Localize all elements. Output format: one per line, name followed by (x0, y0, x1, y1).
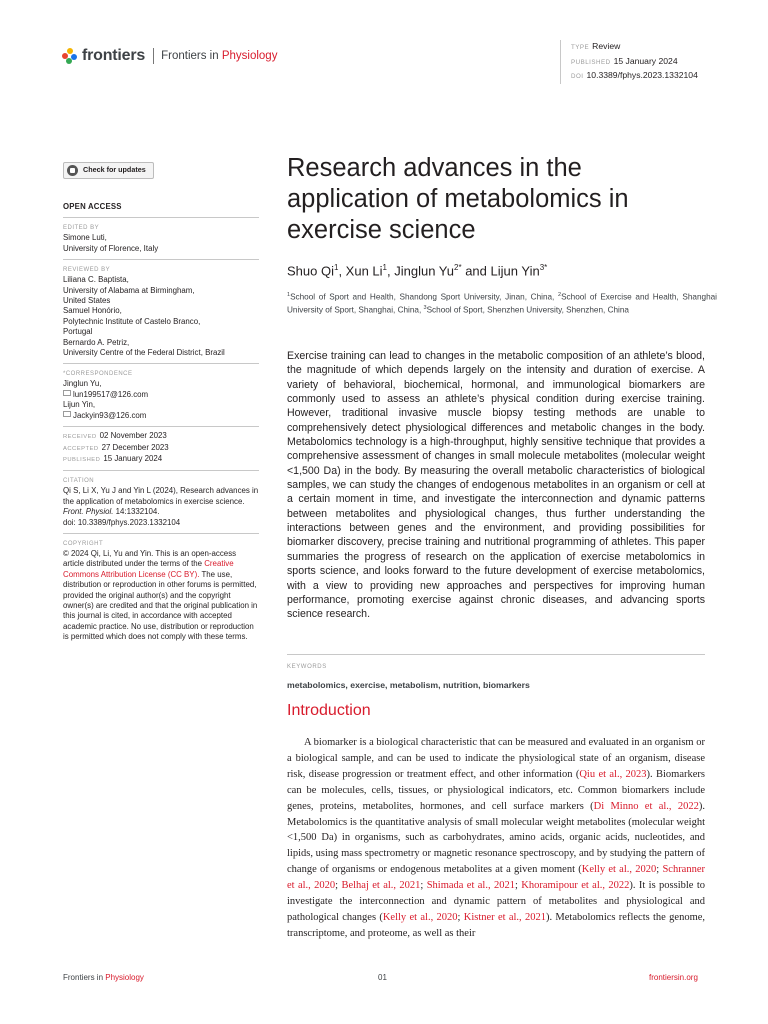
reviewer-line: Samuel Honório, (63, 306, 122, 316)
author-name[interactable]: Xun Li (345, 263, 383, 279)
published-date: 15 January 2024 (103, 453, 163, 463)
logo-divider (153, 48, 154, 64)
meta-type-key: TYPE (571, 44, 590, 51)
reference-link[interactable]: Belhaj et al., 2021 (341, 880, 421, 892)
check-updates-button[interactable] (63, 162, 154, 179)
author-name[interactable]: Lijun Yin (490, 263, 540, 279)
keywords: metabolomics, exercise, metabolism, nutrition, biomarkers (287, 680, 530, 690)
check-updates-label: Check for updates (83, 165, 146, 175)
corr-name: Lijun Yin, (63, 400, 96, 410)
author-sup: 2 (454, 263, 459, 272)
copyright-heading: COPYRIGHT (63, 540, 104, 547)
author-sup: 1 (333, 263, 339, 272)
received-date: 02 November 2023 (99, 431, 167, 441)
reference-link[interactable]: Khoramipour et al., 2022 (521, 880, 630, 892)
correspondence-heading: *CORRESPONDENCE (63, 371, 133, 378)
published-key: PUBLISHED (63, 456, 101, 463)
footer-journal-name: Physiology (105, 973, 144, 982)
footer-journal[interactable] (63, 973, 144, 982)
journal-name[interactable] (161, 50, 277, 62)
corr-name: Jinglun Yu, (63, 379, 102, 389)
body-text: A biomarker is a biological characteristic that can be measured and evaluated in an organism or a biological sample, and can be used to indicate the physiological state of an organism, disease risk, disease progression or treatment effect, and other information (Qiu et al., 2023). Biomarkers can be molecules, cells, tissues, or physiological indicators, etc. Common biomarkers include genes, proteins, metabolites, hormones, and cell surface markers (Di Minno et al., 2022). Metabolomics is the quantitative analysis of small molecular weight metabolites (molecular weight <1,500 Da) in organisms, such as carbohydrates, amino acids, organic acids, nucleotides, and lipids, using mass spectrometry or magnetic resonance spectroscopy, and by studying the pattern of change of organisms or endogenous metabolites at a given moment (Kelly et al., 2020; Schranner et al., 2020; Belhaj et al., 2021; Shimada et al., 2021; Khoramipour et al., 2022). It is possible to investigate the interconnection and dynamic pattern of metabolites and physiological and pathological changes (Kelly et al., 2020; Kistner et al., 2021). Metabolomics reflects the genome, transcriptome, and proteome, as well as their (287, 737, 706, 939)
editor-affiliation: University of Florence, Italy (63, 243, 159, 253)
divider (63, 363, 259, 364)
sidebar (63, 162, 259, 643)
copyright-part: © 2024 Qi, Li, Yu and Yin. This is an open-access article distributed under the terms of the (63, 548, 237, 569)
author-and: and (465, 263, 487, 279)
citation-volume: 14:1332104. (113, 507, 160, 517)
corr-email-link[interactable]: Jackyin93@126.com (73, 410, 147, 420)
frontiers-logo-icon (62, 48, 78, 64)
body-part: ). It is possible to investigate the interconnection and dynamic pattern of metabolites and physiological and pathological changes ( (287, 880, 705, 923)
accepted-date: 27 December 2023 (101, 442, 169, 452)
citation-text (63, 486, 259, 528)
reference-link[interactable]: Di Minno et al., 2022 (593, 800, 699, 812)
copyright-text (63, 549, 259, 643)
edited-by-heading: EDITED BY (63, 225, 100, 232)
meta-type-value: Review (592, 41, 621, 51)
citation-body: Qi S, Li X, Yu J and Yin L (2024), Research advances in the application of metabolomics in exercise science. (63, 486, 259, 506)
reference-link[interactable]: Schranner et al., 2020 (287, 864, 706, 892)
meta-doi-key: DOI (571, 73, 584, 80)
author-sup: 1 (382, 263, 387, 272)
footer-site-link[interactable]: frontiersin.org (649, 973, 698, 982)
reviewer-line: University of Alabama at Birmingham, (63, 285, 195, 295)
accepted-key: ACCEPTED (63, 445, 99, 452)
reviewed-by-heading: REVIEWED BY (63, 267, 111, 274)
abstract: Exercise training can lead to changes in the metabolic composition of an athlete’s blood, the magnitude of which depends largely on the intensity and duration of exercise. A variety of behavioral, biochemical, hormonal, and immunological biomarkers are commonly used to assess an athlete’s physical condition during exercise training. However, traditional invasive muscle biopsy testing methods are unable to comprehensively detect physiological differences and metabolic changes in the body. Metabolomics technology is a high-throughput, highly sensitive technique that provides a comprehensive assessment of changes in small molecule metabolites (molecular weight <1,500 Da) in the body. By measuring the overall metabolic characteristics of biological samples, we can study the changes of endogenous metabolites in an organism or cell at a certain moment in time, and investigate the interconnection and dynamic patterns between metabolites and physiological changes, thus further understanding the interactions between genes and the environment, and providing possibilities for biomarker discovery, precise training and nutritional programming of athletes. This paper summaries the progress of research on the application of exercise metabolomics in sports science, and looks forward to the future development of exercise metabolomics, with a view to providing new approaches and perspectives for improving human performance, promoting exercise against chronic diseases, and advancing sports science research. (287, 350, 705, 621)
check-updates-icon (67, 165, 78, 176)
divider (63, 426, 259, 427)
citation-heading: CITATION (63, 478, 95, 485)
reference-link[interactable]: Kelly et al., 2020 (382, 911, 458, 923)
divider (287, 654, 705, 655)
article-title: Research advances in the application of metabolomics in exercise science (287, 154, 629, 244)
body-part: ). Metabolomics is the quantitative analysis of small molecular weight metabolites (molecular weight <1,500 Da) in organisms, such as carbohydrates, amino acids, organic acids, nucleotides, and lipids, using mass spectrometry or magnetic resonance spectroscopy, and by studying the pattern of change of organisms or endogenous metabolites at a given moment ( (287, 800, 705, 876)
divider (63, 259, 259, 260)
footer-prefix: Frontiers in (63, 973, 106, 982)
reference-link[interactable]: Kelly et al., 2020 (581, 864, 657, 876)
body-part: ). Metabolomics reflects the genome, transcriptome, and proteome, as well as their (287, 911, 706, 939)
journal-title: Physiology (221, 50, 278, 62)
reference-link[interactable]: Kistner et al., 2021 (463, 911, 546, 923)
reviewer-line: Polytechnic Institute of Castelo Branco, (63, 316, 201, 326)
meta-doi-link[interactable]: 10.3389/fphys.2023.1332104 (586, 70, 698, 80)
keywords-heading: KEYWORDS (287, 664, 327, 670)
corr-email-link[interactable]: lun199517@126.com (73, 389, 149, 399)
author-list: Shuo Qi$^1$, Xun Li$^1$, Jinglun $Yu^{2*}$ and Lijun Yin$^{3*}$ (287, 263, 548, 279)
affiliation: School of Exercise and Health, Shanghai University of Sport, Shanghai, China, (287, 292, 718, 315)
affiliation: School of Sport, Shenzhen University, Shenzhen, China (426, 305, 629, 315)
reference-link[interactable]: Qiu et al., 2023 (579, 768, 647, 780)
open-access-label: OPEN ACCESS (63, 202, 122, 211)
editor-name: Simone Luti, (63, 233, 107, 243)
citation-doi[interactable]: doi: 10.3389/fphys.2023.1332104 (63, 517, 181, 527)
reviewer-line: University Centre of the Federal District, Brazil (63, 348, 225, 358)
body-part: A biomarker is a biological characteristic that can be measured and evaluated in an organism or a biological sample, and can be used to indicate the physiological state of an organism, disease risk, disease progression or treatment effect, and other information ( (287, 737, 705, 780)
copyright-part: The use, distribution or reproduction in other forums is permitted, provided the original author(s) and the copyright owner(s) are credited and that the original publication in this journal is cited, in accordance with accepted academic practice. No use, distribution or reproduction is permitted which does not comply with these terms. (63, 569, 258, 642)
divider (63, 533, 259, 534)
citation-journal: Front. Physiol. (63, 507, 114, 517)
author-name[interactable]: Jinglun Yu (394, 263, 454, 279)
reference-link[interactable]: Shimada et al., 2021 (426, 880, 515, 892)
received-key: RECEIVED (63, 434, 97, 441)
reviewer-line: United States (63, 296, 111, 306)
email-icon (63, 390, 71, 396)
affiliations: $^1$School of Sport and Health, Shandong Sport University, Jinan, China, $^2$School of Exercise and Health, Shanghai University of Sport, Shanghai, China, $^3$School of Sport, Shenzhen University, Shenzhen, China (287, 292, 718, 315)
reviewer-line: Bernardo A. Petriz, (63, 337, 130, 347)
license-link[interactable]: Creative Commons Attribution License (CC BY). (63, 559, 234, 579)
reviewer-line: Portugal (63, 327, 93, 337)
email-icon (63, 411, 71, 417)
reviewer-line: Liliana C. Baptista, (63, 275, 129, 285)
body-part: ). Biomarkers can be molecules, cells, tissues, or physiological indicators, etc. Common biomarkers include genes, proteins, metabolites, hormones, and cell surface markers ( (287, 768, 706, 812)
page-number: 01 (378, 973, 387, 982)
meta-published-key: PUBLISHED (571, 58, 611, 66)
section-heading: Introduction (287, 702, 371, 719)
divider (63, 470, 259, 471)
affiliation: School of Sport and Health, Shandong Sport University, Jinan, China, (290, 292, 559, 302)
meta-published-value: 15 January 2024 (613, 55, 678, 66)
article-meta (560, 40, 698, 84)
journal-prefix: Frontiers in (161, 50, 222, 62)
author-sup: 3 (539, 263, 545, 272)
author-name[interactable]: Shuo Qi (287, 263, 334, 279)
frontiers-logo[interactable] (62, 47, 277, 65)
divider (63, 217, 259, 218)
logo-wordmark: frontiers (82, 47, 146, 64)
